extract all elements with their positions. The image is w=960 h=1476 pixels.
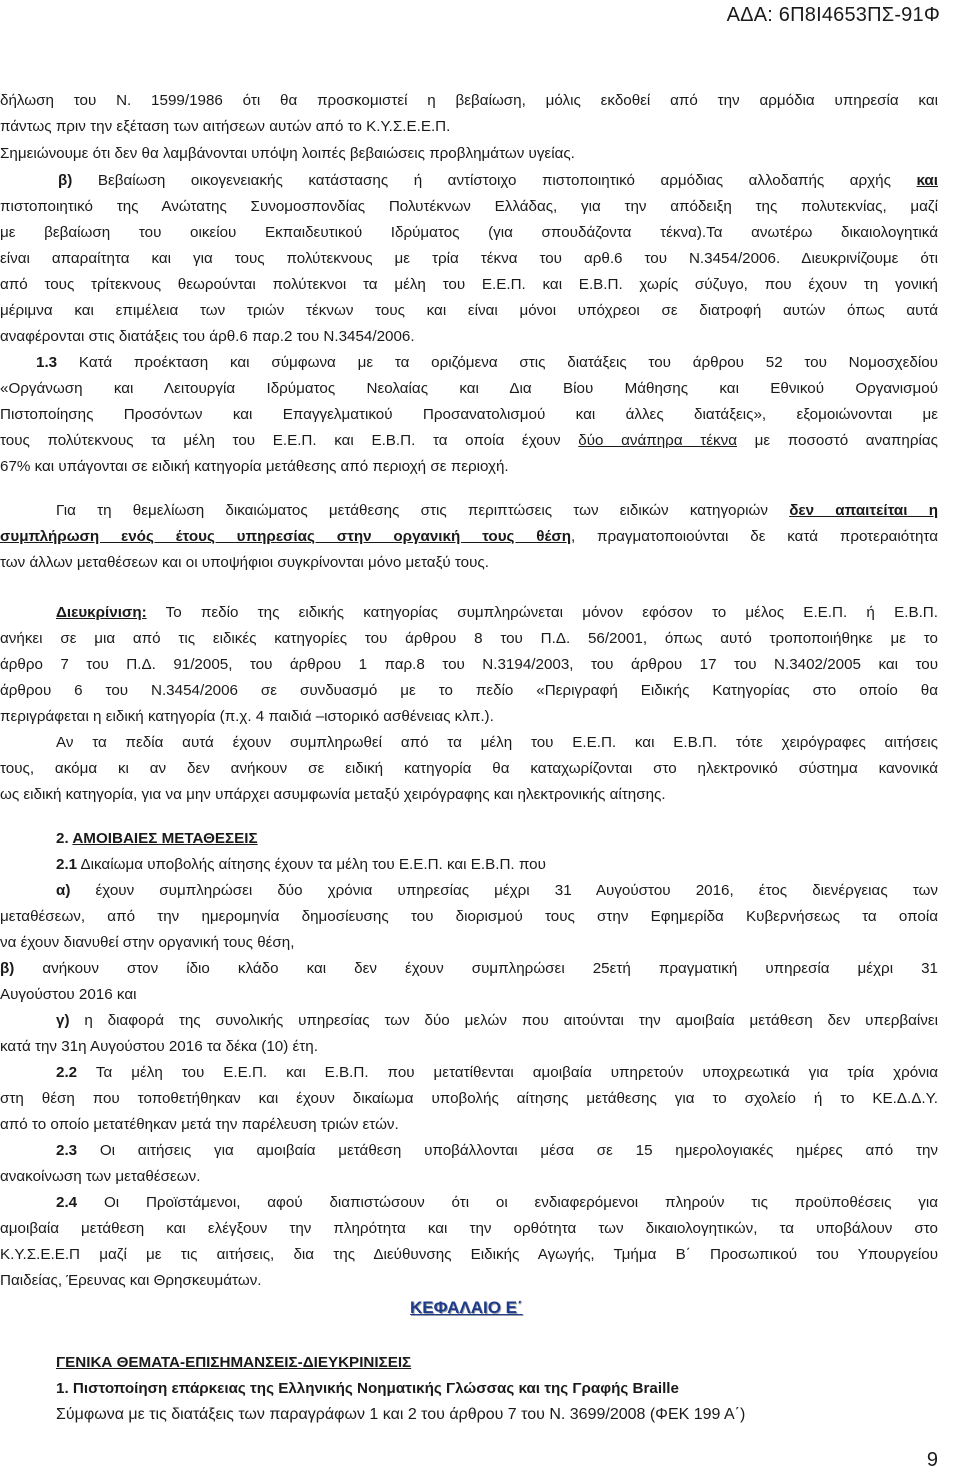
section-heading [56, 1352, 411, 1374]
text-line: δήλωση του Ν. 1599/1986 ότι θα προσκομιστεί η βεβαίωση, μόλις εκδοθεί από την αρμόδια υπηρεσία και [0, 92, 938, 109]
text-line: Αυγούστου 2016 και [0, 986, 137, 1003]
section-number: 2.4 [56, 1194, 78, 1211]
text-line [56, 854, 546, 876]
note-label: Διευκρίνιση: [56, 604, 147, 621]
text-span: τους πολύτεκνους τα μέλη του Ε.Ε.Π. και Ε.Β.Π. τα οποία έχουν [0, 432, 579, 449]
section-heading [56, 828, 258, 850]
text-line [56, 1062, 938, 1084]
text-line: «Οργάνωση και Λειτουργία Ιδρύματος Νεολαίας και Δια Βίου Μάθησης και Εθνικού Οργανισμού [0, 380, 938, 397]
text-line [0, 430, 938, 452]
emphasis: και [916, 172, 938, 189]
text-line [56, 1140, 938, 1162]
text-span: με ποσοστό αναπηρίας [736, 432, 938, 449]
text-line: αναφέρονται στις διατάξεις του άρθ.6 παρ.2 του Ν.3454/2006. [0, 328, 415, 345]
text-span: Οι Προϊστάμενοι, αφού διαπιστώσουν ότι οι ενδιαφερόμενοι πληρούν τις προϋποθέσεις για [77, 1194, 938, 1211]
section-number: 1.3 [36, 354, 58, 371]
text-line: άρθρο 7 του Π.Δ. 91/2005, του άρθρου 1 παρ.8 του Ν.3194/2003, του άρθρου 17 του Ν.3402/2005 και του [0, 656, 938, 673]
text-line: των άλλων μεταθέσεων και οι υποψήφιοι συγκρίνονται μόνο μεταξύ τους. [0, 554, 489, 571]
text-line: τους, ακόμα κι αν δεν ανήκουν σε ειδική κατηγορία θα καταχωρίζονται στο ηλεκτρονικό σύστημα κανονικά [0, 760, 938, 777]
section-number: 2.2 [56, 1064, 78, 1081]
text-line: πιστοποιητικό της Ανώτατης Συνομοσπονδίας Πολυτέκνων Ελλάδας, για την απόδειξη της πολυτεκνίας, μαζί [0, 198, 938, 215]
text-line [0, 526, 938, 548]
text-line: Πιστοποίησης Προσόντων και Επαγγελματικού Προσανατολισμού και άλλες διατάξεις», εξομοιώνονται με [0, 406, 938, 423]
list-marker: β) [0, 960, 15, 977]
text-span: Δικαίωμα υποβολής αίτησης έχουν τα μέλη του Ε.Ε.Π. και Ε.Β.Π. που [77, 856, 546, 873]
section-number: 2.1 [56, 856, 78, 873]
text-line: ως ειδική κατηγορία, για να μην υπάρχει ασυμφωνία μεταξύ χειρόγραφης και ηλεκτρονικής αίτησης. [0, 786, 666, 803]
text-line [56, 880, 938, 902]
list-marker: β) [58, 172, 73, 189]
list-marker: γ) [56, 1012, 70, 1029]
text-line [56, 602, 938, 624]
text-span: έχουν συμπληρώσει δύο χρόνια υπηρεσίας μέχρι 31 Αυγούστου 2016, έτος διενέργειας των [70, 882, 938, 899]
text-line: μέριμνα και επιμέλεια των τριών τέκνων τους και είναι μόνοι υπόχρεοι σε διατροφή αυτών όπως αυτά [0, 302, 938, 319]
text-line: Σύμφωνα με τις διατάξεις των παραγράφων 1 και 2 του άρθρου 7 του Ν. 3699/2008 (ΦΕΚ 199 Α΄) [56, 1406, 746, 1423]
text-line: Σημειώνουμε ότι δεν θα λαμβάνονται υπόψη λοιπές βεβαιώσεις προβλημάτων υγείας. [0, 145, 575, 162]
text-line: πάντως πριν την εξέταση των αιτήσεων αυτών από το Κ.Υ.Σ.Ε.Ε.Π. [0, 118, 451, 135]
text-span: Οι αιτήσεις για αμοιβαία μετάθεση υποβάλλονται μέσα σε 15 ημερολογιακές ημέρες από την [77, 1142, 938, 1159]
subsection-heading [56, 1378, 679, 1400]
emphasis: δεν απαιτείται η [789, 502, 938, 519]
section-number: 2. [56, 830, 73, 847]
text-line: στη θέση που τοποθετήθηκαν και έχουν δικαίωμα υποβολής αίτησης μετάθεσης για το σχολείο ή το ΚΕ.Δ.Δ.Υ. [0, 1090, 938, 1107]
text-span: Το πεδίο της ειδικής κατηγορίας συμπληρώνεται μόνον εφόσον το μέλος Ε.Ε.Π. ή Ε.Β.Π. [146, 604, 938, 621]
text-line: με βεβαίωση του οικείου Εκπαιδευτικού Ιδρύματος (για σπουδάζοντα τέκνα).Τα ανωτέρω δικαιολογητικά [0, 224, 938, 241]
text-line [56, 1010, 938, 1032]
subsection-title: 1. Πιστοποίηση επάρκειας της Ελληνικής Νοηματικής Γλώσσας και της Γραφής Braille [56, 1380, 679, 1397]
section-number: 2.3 [56, 1142, 78, 1159]
text-span: Κατά προέκταση και σύμφωνα με τα οριζόμενα στις διατάξεις του άρθρου 52 του Νομοσχεδίου [57, 354, 938, 371]
text-span: ανήκουν στον ίδιο κλάδο και δεν έχουν συμπληρώσει 25ετή πραγματική υπηρεσία μέχρι 31 [14, 960, 938, 977]
text-line [0, 958, 938, 980]
text-line: Παιδείας, Έρευνας και Θρησκευμάτων. [0, 1272, 262, 1289]
text-line: ανακοίνωση των μεταθέσεων. [0, 1168, 201, 1185]
list-marker: α) [56, 882, 71, 899]
text-line: από το οποίο μετατέθηκαν μετά την παρέλευση τριών ετών. [0, 1116, 399, 1133]
text-line [36, 352, 938, 374]
text-line [58, 170, 938, 192]
page-number: 9 [926, 1449, 938, 1471]
text-line: κατά την 31η Αυγούστου 2016 τα δέκα (10) έτη. [0, 1038, 318, 1055]
section-title: ΑΜΟΙΒΑΙΕΣ ΜΕΤΑΘΕΣΕΙΣ [72, 830, 258, 847]
text-span: Βεβαίωση οικογενειακής κατάστασης ή αντίστοιχο πιστοποιητικό αρμόδιας αλλοδαπής αρχής [72, 172, 917, 189]
text-line: ανήκει σε μια από τις ειδικές κατηγορίες του άρθρου 8 του Π.Δ. 56/2001, όπως αυτό τροποποιήθηκε με το [0, 630, 938, 647]
text-span: Τα μέλη του Ε.Ε.Π. και Ε.Β.Π. που μετατίθενται αμοιβαία υπηρετούν υποχρεωτικά για τρία χρόνια [77, 1064, 938, 1081]
text-span: η διαφορά της συνολικής υπηρεσίας των δύο μελών που αιτούνται την αμοιβαία μετάθεση δεν υπερβαίνει [69, 1012, 938, 1029]
text-line: άρθρου 6 του Ν.3454/2006 σε συνδυασμό με το πεδίο «Περιγραφή Ειδικής Κατηγορίας στο οποίο θα [0, 682, 938, 699]
text-line: να έχουν διανυθεί στην οργανική τους θέση, [0, 934, 295, 951]
text-line: είναι απαραίτητα και για τους πολύτεκνους με τρία τέκνα του αρθ.6 του Ν.3454/2006. Διευκρινίζουμε ότι [0, 250, 938, 267]
text-line [56, 1192, 938, 1214]
ada-code: ΑΔΑ: 6Π8Ι4653ΠΣ-91Φ [726, 4, 940, 26]
text-line: περιγράφεται η ειδική κατηγορία (π.χ. 4 παιδιά –ιστορικό ασθένειας κλπ.). [0, 708, 494, 725]
text-line: Κ.Υ.Σ.Ε.Ε.Π μαζί με τις αιτήσεις, δια της Διεύθυνσης Ειδικής Αγωγής, Τμήμα Β΄ Προσωπικού του Υπουργείου [0, 1246, 938, 1263]
text-line: αμοιβαία μετάθεση και ελέγξουν την πληρότητα και την ορθότητα των δικαιολογητικών, τα υποβάλουν στο [0, 1220, 938, 1237]
text-line: 67% και υπάγονται σε ειδική κατηγορία μετάθεσης από περιοχή σε περιοχή. [0, 458, 509, 475]
text-span: , πραγματοποιούνται δε κατά προτεραιότητα [570, 528, 938, 545]
text-line [56, 500, 938, 522]
emphasis: συμπλήρωση ενός έτους υπηρεσίας στην οργανική τους θέση [0, 528, 571, 545]
emphasis: δύο ανάπηρα τέκνα [578, 432, 737, 449]
text-line: Αν τα πεδία αυτά έχουν συμπληρωθεί από τα μέλη του Ε.Ε.Π. και Ε.Β.Π. τότε χειρόγραφες αιτήσεις [56, 734, 938, 751]
text-line: μεταθέσεων, από την ημερομηνία δημοσίευσης του διορισμού τους στην Εφημερίδα Κυβερνήσεως τα οποία [0, 908, 938, 925]
chapter-heading: ΚΕΦΑΛΑΙΟ Ε΄ [410, 1298, 523, 1317]
text-line: από τους τρίτεκνους θεωρούνται πολύτεκνοι τα μέλη του Ε.Ε.Π. και Ε.Β.Π. χωρίς σύζυγο, που έχουν τη γονική [0, 276, 938, 293]
section-title: ΓΕΝΙΚΑ ΘΕΜΑΤΑ-ΕΠΙΣΗΜΑΝΣΕΙΣ-ΔΙΕΥΚΡΙΝΙΣΕΙΣ [56, 1354, 412, 1371]
text-span: Για τη θεμελίωση δικαιώματος μετάθεσης στις περιπτώσεις των ειδικών κατηγοριών [56, 502, 790, 519]
